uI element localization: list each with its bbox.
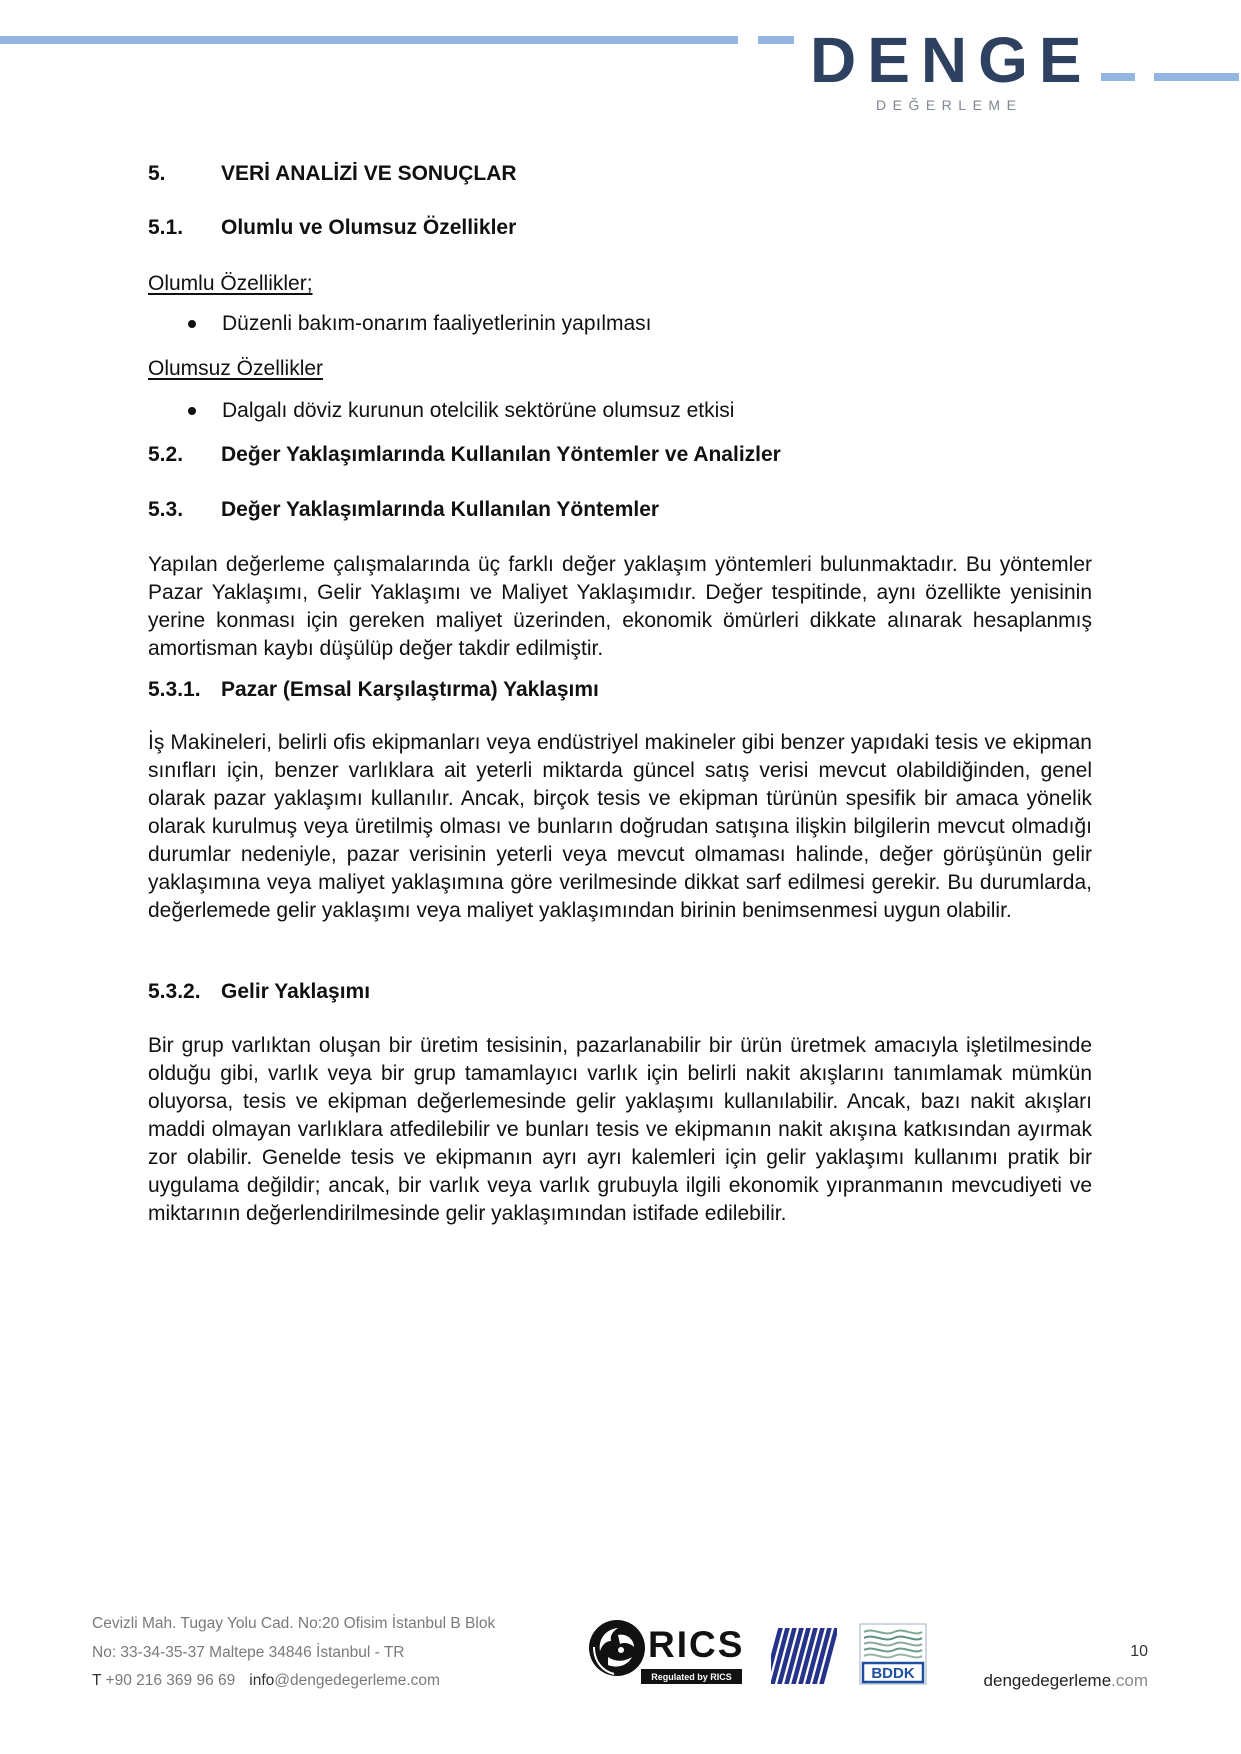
rics-logo	[588, 1617, 748, 1687]
paragraph-market-approach: İş Makineleri, belirli ofis ekipmanları veya endüstriyel makineler gibi benzer yapıdaki tesis ve ekipman sınıfları için, benzer varlıklara ait yeterli miktarda güncel satış verisi mevcut olabildiğinden, genel olarak pazar yaklaşımı kullanılır. Ancak, birçok tesis ve ekipman türünün spesifik bir amaca yönelik olarak kurulmuş veya üretilmiş olması ve bunların doğrudan satışına ilişkin bilgilerin mevcut olmadığı durumlar nedeniyle, pazar verisinin yeterli veya mevcut olmaması halinde, değer görüşünün gelir yaklaşımına veya maliyet yaklaşımına göre verilmesinde dikkat sarf edilmesi gerekir. Bu durumlarda, değerlemede gelir yaklaşımı veya maliyet yaklaşımından birinin benimsenmesi uygun olabilir.	[148, 731, 1092, 922]
bullet-icon	[188, 320, 196, 328]
footer-address-line-1: Cevizli Mah. Tugay Yolu Cad. No:20 Ofisim İstanbul B Blok	[92, 1615, 496, 1632]
rics-logo-text: RICS	[648, 1624, 745, 1665]
section-number: 5.3.2.	[148, 980, 201, 1003]
section-title: Pazar (Emsal Karşılaştırma) Yaklaşımı	[221, 678, 599, 701]
section-number: 5.	[148, 162, 166, 185]
section-number: 5.3.	[148, 498, 184, 521]
document-body	[148, 160, 1092, 1228]
page-number: 10	[1130, 1643, 1148, 1660]
phone-number: +90 216 369 96 69	[105, 1672, 236, 1689]
section-title: VERİ ANALİZİ VE SONUÇLAR	[221, 162, 517, 185]
header-logo-band	[0, 0, 1241, 120]
paragraph-valuation-methods: Yapılan değerleme çalışmalarında üç farklı değer yaklaşım yöntemleri bulunmaktadır. Bu yöntemler Pazar Yaklaşımı, Gelir Yaklaşımı ve Maliyet Yaklaşımıdır. Değer tespitinde, aynı özellikte yenisinin yerine konması için gereken maliyet üzerinden, ekonomik ömürleri dikkate alınarak hesaplanmış amortisman kaybı düşülüp değer takdir edilmiştir.	[148, 553, 1092, 660]
stripes-logo-icon	[771, 1626, 837, 1686]
brand-dash-short	[1101, 73, 1135, 81]
section-title: Olumlu ve Olumsuz Özellikler	[221, 216, 517, 239]
footer-contact-line	[92, 1667, 495, 1696]
website-tld: .com	[1111, 1671, 1148, 1690]
email-user: info	[249, 1672, 275, 1689]
section-heading-5-3-1	[148, 676, 1092, 704]
list-item-text: Düzenli bakım-onarım faaliyetlerinin yapılması	[222, 312, 652, 335]
phone-label: T	[92, 1672, 102, 1689]
email-domain: @dengedegerleme.com	[274, 1672, 440, 1689]
section-number: 5.1.	[148, 216, 184, 239]
section-heading-5-2	[148, 441, 1092, 469]
negative-features-label: Olumsuz Özellikler	[148, 357, 324, 380]
email-address	[249, 1672, 440, 1689]
header-rule-dash	[758, 36, 794, 44]
rics-regulated-text: Regulated by RICS	[651, 1672, 732, 1682]
list-item	[148, 310, 1092, 338]
website-name: dengedegerleme	[983, 1671, 1112, 1690]
list-item	[148, 397, 1092, 425]
section-heading-5-3	[148, 496, 1092, 524]
brand-logo-subtext: DEĞERLEME	[876, 97, 1023, 113]
bddk-logo	[859, 1623, 927, 1685]
section-heading-5-3-2	[148, 978, 1092, 1006]
rics-lion-emblem-icon	[589, 1620, 645, 1676]
header-rule-line	[0, 36, 738, 44]
section-heading-5-1	[148, 214, 1092, 242]
section-heading-5	[148, 160, 1092, 188]
list-item-text: Dalgalı döviz kurunun otelcilik sektörüne olumsuz etkisi	[222, 399, 735, 422]
section-title: Değer Yaklaşımlarında Kullanılan Yöntemler ve Analizler	[221, 443, 781, 466]
section-number: 5.2.	[148, 443, 184, 466]
section-title: Gelir Yaklaşımı	[221, 980, 371, 1003]
website-address	[984, 1667, 1148, 1695]
brand-dash-long	[1154, 73, 1239, 81]
positive-features-label: Olumlu Özellikler;	[148, 272, 313, 295]
footer-address	[92, 1610, 495, 1696]
footer-address-line-2: No: 33-34-35-37 Maltepe 34846 İstanbul - TR	[92, 1643, 405, 1661]
bullet-icon	[188, 407, 196, 415]
section-title: Değer Yaklaşımlarında Kullanılan Yöntemler	[221, 498, 660, 521]
section-number: 5.3.1.	[148, 678, 201, 701]
bddk-logo-text: BDDK	[871, 1665, 915, 1682]
paragraph-income-approach: Bir grup varlıktan oluşan bir üretim tesisinin, pazarlanabilir bir ürün üretmek amacıyla işletilmesinde olduğu gibi, varlık veya bir grup tamamlayıcı varlık için belirli nakit akışlarını tanımlamak mümkün oluyorsa, tesis ve ekipman değerlemesinde gelir yaklaşımı kullanılabilir. Ancak, bazı nakit akışları maddi olmayan varlıklara atfedilebilir ve bunları tesis ve ekipmanın nakit akışına katkısından ayırmak zor olabilir. Genelde tesis ve ekipmanın ayrı ayrı kalemleri için gelir yaklaşımı kullanımı pratik bir uygulama değildir; ancak, bir varlık veya varlık grubuyla ilgili ekonomik yıpranmanın mevcudiyeti ve miktarının değerlendirilmesinde gelir yaklaşımından istifade edilebilir.	[148, 1034, 1092, 1225]
brand-logo-text: DENGE	[810, 24, 1093, 96]
